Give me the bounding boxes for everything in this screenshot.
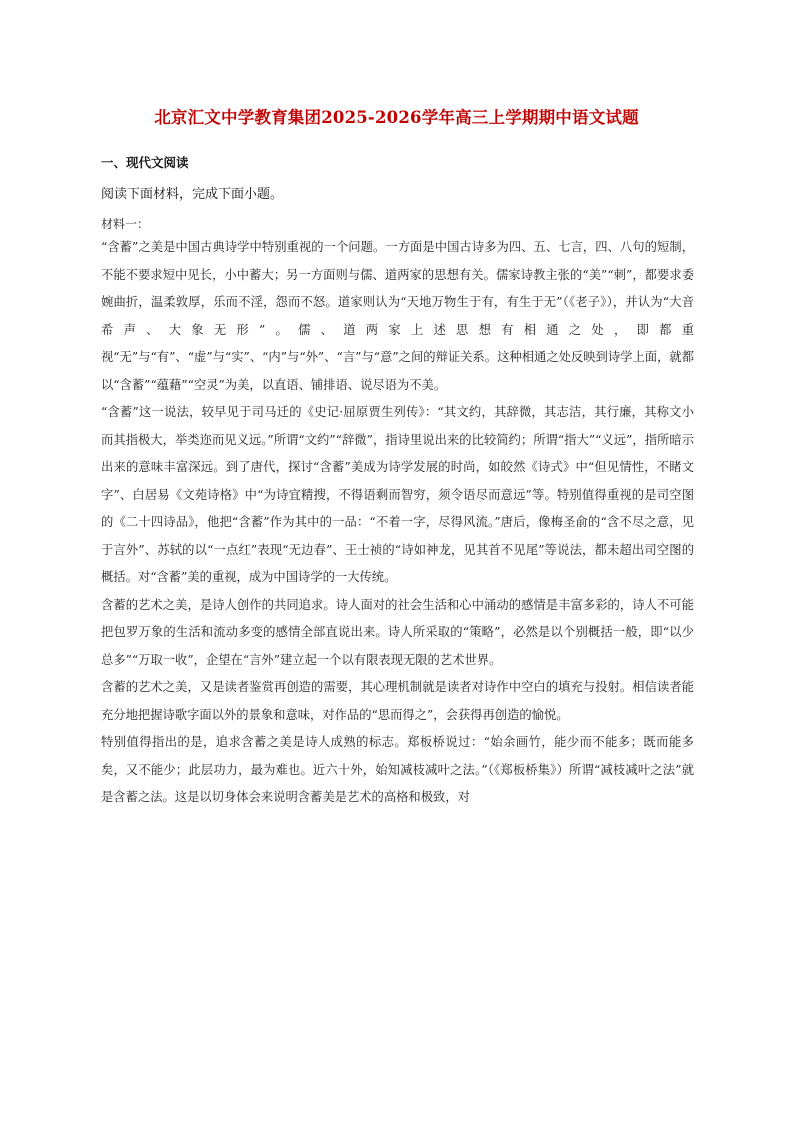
reading-instruction: 阅读下面材料，完成下面小题。 [101,187,284,202]
material-body [101,234,694,812]
paragraph: “含蓄”之美是中国古典诗学中特别重视的一个问题。一方面是中国古诗多为四、五、七言，四、八句的短制，不能不要求短中见长，小中蓄大；另一方面则与儒、道两家的思想有关。儒家诗教主张的“美”“刺”，都要求委婉曲折，温柔敦厚，乐而不淫，怨而不怒。道家则认为“天地万物生于有，有生于无”（《老子》），并认为“大音希声、大象无形”。儒、道两家上述思想有相通之处，即都重视“无”与“有”、“虚”与“实”、“内”与“外”、“言”与“意”之间的辩证关系。这种相通之处反映到诗学上面，就都以“含蓄”“蕴藉”“空灵”为美，以直语、铺排语、说尽语为不美。 [101,240,694,392]
paragraph: 含蓄的艺术之美，又是读者鉴赏再创造的需要，其心理机制就是读者对诗作中空白的填充与投射。相信读者能充分地把握诗歌字面以外的景象和意味，对作品的“思而得之”，会获得再创造的愉悦。 [101,680,694,722]
section-heading: 一、现代文阅读 [101,155,189,170]
document-title: 北京汇文中学教育集团2025-2026学年高三上学期期中语文试题 [154,108,639,127]
paragraph: 含蓄的艺术之美，是诗人创作的共同追求。诗人面对的社会生活和心中涌动的感情是丰富多彩的，诗人不可能把包罗万象的生活和流动多变的感情全部直说出来。诗人所采取的“策略”，必然是以个别概括一般，即“以少总多”“万取一收”，企望在“言外”建立起一个以有限表现无限的艺术世界。 [101,597,694,667]
material-label: 材料一： [101,217,150,231]
paragraph: “含蓄”这一说法，较早见于司马迁的《史记·屈原贾生列传》：“其文约，其辞微，其志洁，其行廉，其称文小而其指极大，举类迩而见义远。”所谓“文约”“辞微”，指诗里说出来的比较简约；所谓“指大”“义远”，指所暗示出来的意味丰富深远。到了唐代，探讨“含蓄”美成为诗学发展的时尚，如皎然《诗式》中“但见情性，不睹文字”、白居易《文苑诗格》中“为诗宜精搜，不得语剩而智穷，须令语尽而意远”等。特别值得重视的是司空图的《二十四诗品》，他把“含蓄”作为其中的一品：“不着一字，尽得风流。”唐后，像梅圣俞的“含不尽之意，见于言外”、苏轼的以“一点红”表现“无边春”、王士祯的“诗如神龙，见其首不见尾”等说法，都未超出司空图的概括。对“含蓄”美的重视，成为中国诗学的一大传统。 [101,405,694,584]
paragraph: 特别值得指出的是，追求含蓄之美是诗人成熟的标志。郑板桥说过：“始余画竹，能少而不能多；既而能多矣，又不能少；此层功力，最为难也。近六十外，始知减枝减叶之法。”（《郑板桥集》）所谓“减枝减叶之法”就是含蓄之法。这是以切身体会来说明含蓄美是艺术的高格和极致，对 [101,735,694,804]
